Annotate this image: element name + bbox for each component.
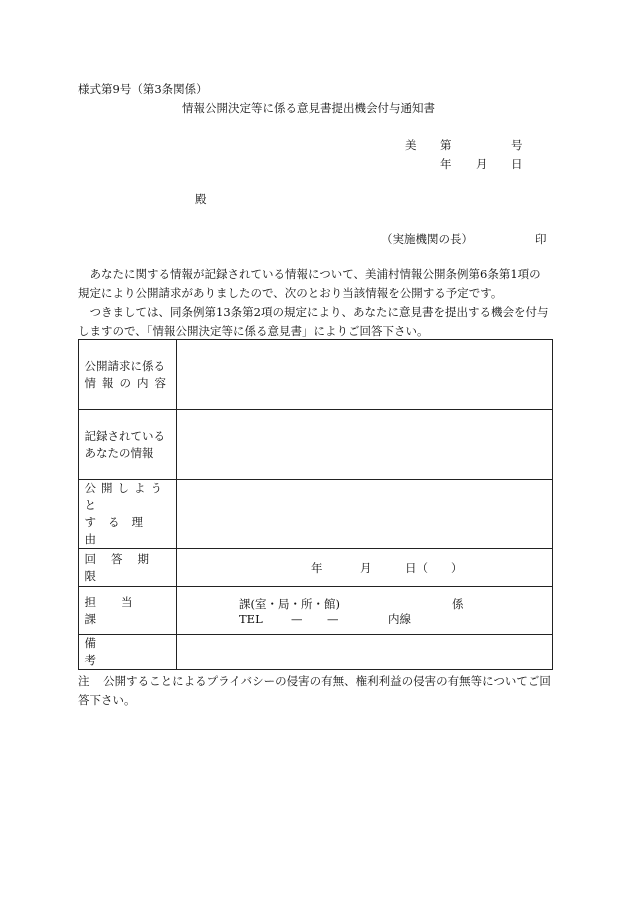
info-table: [78, 339, 553, 670]
label-cell: [79, 410, 177, 480]
label-cell: [79, 587, 177, 635]
document-title: 情報公開決定等に係る意見書提出機会付与通知書: [182, 101, 435, 115]
label-line: 記録されている: [84, 428, 165, 443]
body-paragraph-1: あなたに関する情報が記録されている情報について、美浦村情報公開条例第6条第1項の規定により公開請求がありましたので、次のとおり当該情報を公開する予定です。: [78, 267, 541, 300]
date-month: 月: [476, 157, 488, 171]
tel-dash-1: —: [291, 611, 303, 626]
doc-number-dai: 第: [440, 138, 452, 152]
label-text: 備考: [84, 636, 158, 667]
deadline-year: 年: [311, 560, 323, 575]
label-line: 公開請求に係る: [84, 358, 165, 373]
table-row-deadline: [79, 549, 553, 587]
value-cell-disclosure-reason[interactable]: [177, 480, 553, 549]
naisen-label: 内線: [388, 611, 411, 626]
deadline-day: 日（ ）: [405, 560, 463, 575]
label-cell: [79, 480, 177, 549]
date-day: 日: [511, 157, 523, 171]
table-row-disclosure-reason: [79, 480, 553, 549]
label-line: [85, 375, 171, 392]
dept-text: 課(室・局・所・館): [239, 596, 340, 611]
issuer-label: （実施機関の長）: [381, 232, 473, 246]
note-prefix: 注: [78, 674, 90, 688]
doc-number-prefix: 美: [405, 138, 417, 152]
addressee-suffix: 殿: [195, 192, 207, 206]
label-line: 公開しようと: [84, 481, 167, 512]
table-row-remarks: [79, 635, 553, 670]
value-cell-department[interactable]: [177, 587, 553, 635]
label-line: あなたの情報: [84, 445, 154, 460]
deadline-month: 月: [360, 560, 372, 575]
value-cell-request-content[interactable]: [177, 340, 553, 410]
label-text: 担当課: [84, 594, 158, 626]
note-text: 公開することによるプライバシーの侵害の有無、権利利益の侵害の有無等についてご回答下さい。: [78, 674, 551, 707]
value-cell-deadline[interactable]: [177, 549, 553, 587]
tel-dash-2: —: [327, 611, 339, 626]
body-text: [78, 265, 552, 341]
value-cell-recorded-info[interactable]: [177, 410, 553, 480]
footnote: [78, 672, 552, 710]
seal-mark: 印: [535, 232, 547, 246]
body-paragraph-2: つきましては、同条例第13条第2項の規定により、あなたに意見書を提出する機会を付与しますので、「情報公開決定等に係る意見書」によりご回答下さい。: [78, 305, 549, 338]
label-cell: [79, 340, 177, 410]
table-row-recorded-info: [79, 410, 553, 480]
label-text: 情報の内容: [84, 375, 172, 390]
label-text: 回答期限: [84, 551, 164, 583]
value-cell-remarks[interactable]: [177, 635, 553, 670]
date-year: 年: [440, 157, 452, 171]
doc-number-go: 号: [511, 138, 523, 152]
kakari-text: 係: [452, 596, 464, 611]
form-number: 様式第9号（第3条関係）: [78, 82, 208, 96]
tel-label: TEL: [239, 611, 263, 626]
label-line: する理由: [84, 515, 155, 546]
label-cell: [79, 635, 177, 670]
label-cell: [79, 549, 177, 587]
table-row-department: [79, 587, 553, 635]
table-row-request-content: [79, 340, 553, 410]
